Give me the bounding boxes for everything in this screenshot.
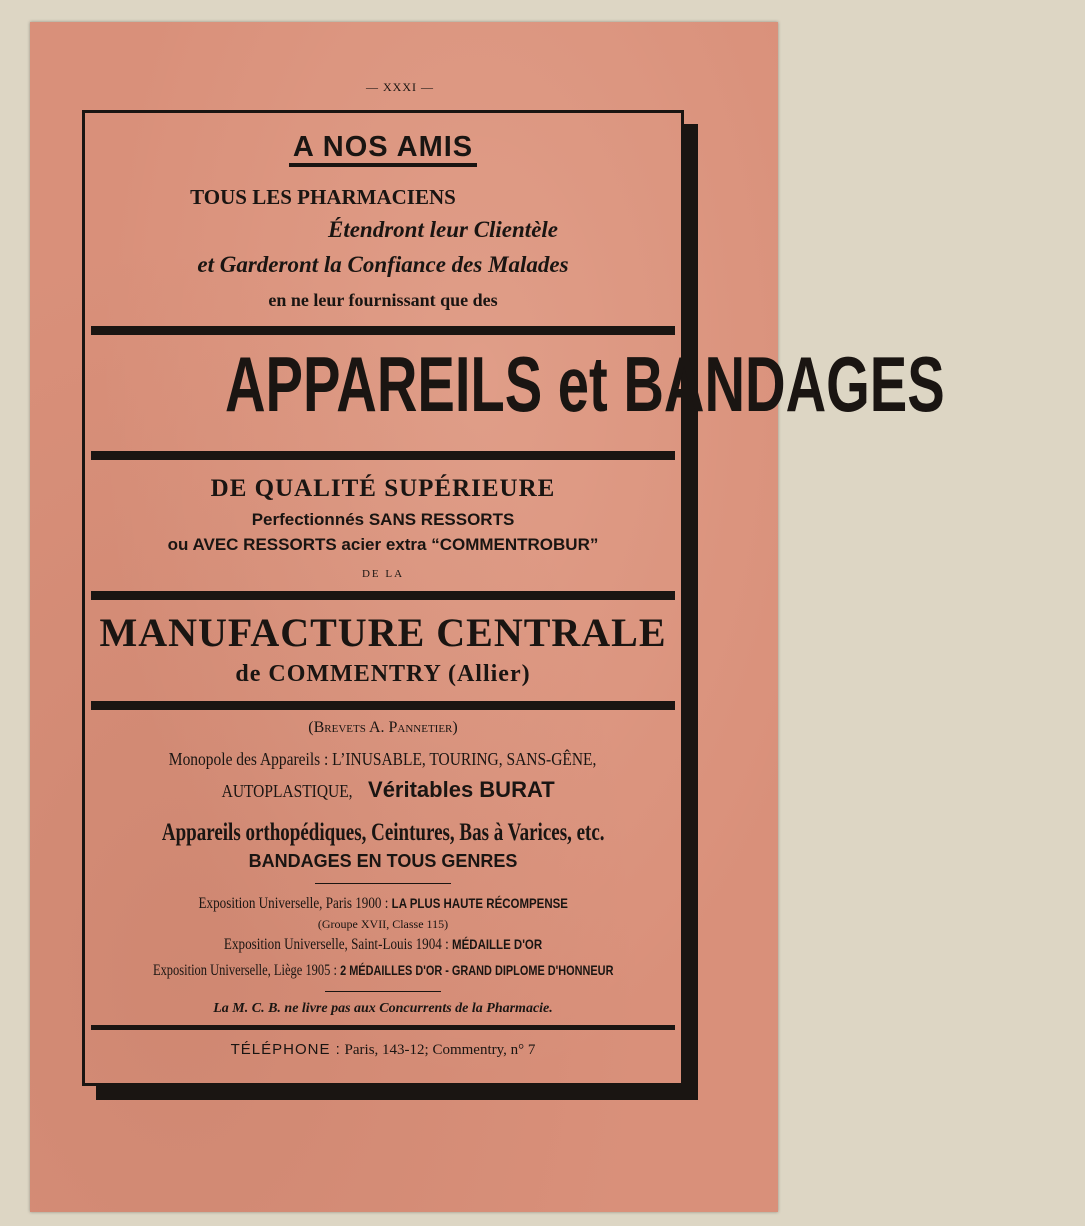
patent-line: (Brevets A. Pannetier) <box>308 719 458 736</box>
telephone-line: TÉLÉPHONE : Paris, 143-12; Commentry, n° 7 <box>230 1041 536 1058</box>
pharmacists-line: TOUS LES PHARMACIENS <box>190 185 456 209</box>
bandages-line: BANDAGES EN TOUS GENRES <box>248 851 518 871</box>
monopoly-line-1: Monopole des Appareils : L’INUSABLE, TOURING, SANS-GÊNE, <box>169 749 597 769</box>
supply-line: en ne leur fournissant que des <box>268 290 498 310</box>
divider-rule <box>91 701 675 710</box>
features-line-1: Perfectionnés SANS RESSORTS <box>251 510 515 529</box>
de-la-line: DE LA <box>361 568 405 580</box>
confidence-line: et Garderont la Confiance des Malades <box>197 252 569 277</box>
page-number: — XXXI — <box>366 80 434 94</box>
exposition-liege: Exposition Universelle, Liège 1905 : 2 MÉDAILLES D'OR - GRAND DIPLOME D'HONNEUR <box>152 962 614 979</box>
divider-rule <box>91 326 675 335</box>
clientele-line: Étendront leur Clientèle <box>327 217 559 242</box>
divider-rule <box>91 1025 675 1030</box>
divider-rule <box>91 451 675 460</box>
advertisement-frame <box>82 110 945 1086</box>
product-title: APPAREILS et BANDAGES <box>224 340 945 428</box>
ornament-rule <box>325 991 441 992</box>
short-rule <box>315 883 451 884</box>
manufacturer-name: MANUFACTURE CENTRALE <box>99 610 667 655</box>
divider-rule <box>91 591 675 600</box>
heading: A NOS AMIS <box>85 131 681 164</box>
manufacturer-location: de COMMENTRY (Allier) <box>235 661 531 687</box>
exposition-paris: Exposition Universelle, Paris 1900 : LA PLUS HAUTE RÉCOMPENSE <box>198 895 568 912</box>
monopoly-line-2: AUTOPLASTIQUE, Véritables BURAT <box>221 777 555 802</box>
exposition-paris-class: (Groupe XVII, Classe 115) <box>317 917 449 931</box>
notice-line: La M. C. B. ne livre pas aux Concurrents de la Pharmacie. <box>213 1001 553 1016</box>
orthopedic-line: Appareils orthopédiques, Ceintures, Bas à Varices, etc. <box>161 819 605 846</box>
exposition-saint-louis: Exposition Universelle, Saint-Louis 1904 : MÉDAILLE D'OR <box>223 936 543 953</box>
features-line-2: ou AVEC RESSORTS acier extra “COMMENTROBUR” <box>167 535 599 554</box>
quality-line: DE QUALITÉ SUPÉRIEURE <box>210 475 556 502</box>
